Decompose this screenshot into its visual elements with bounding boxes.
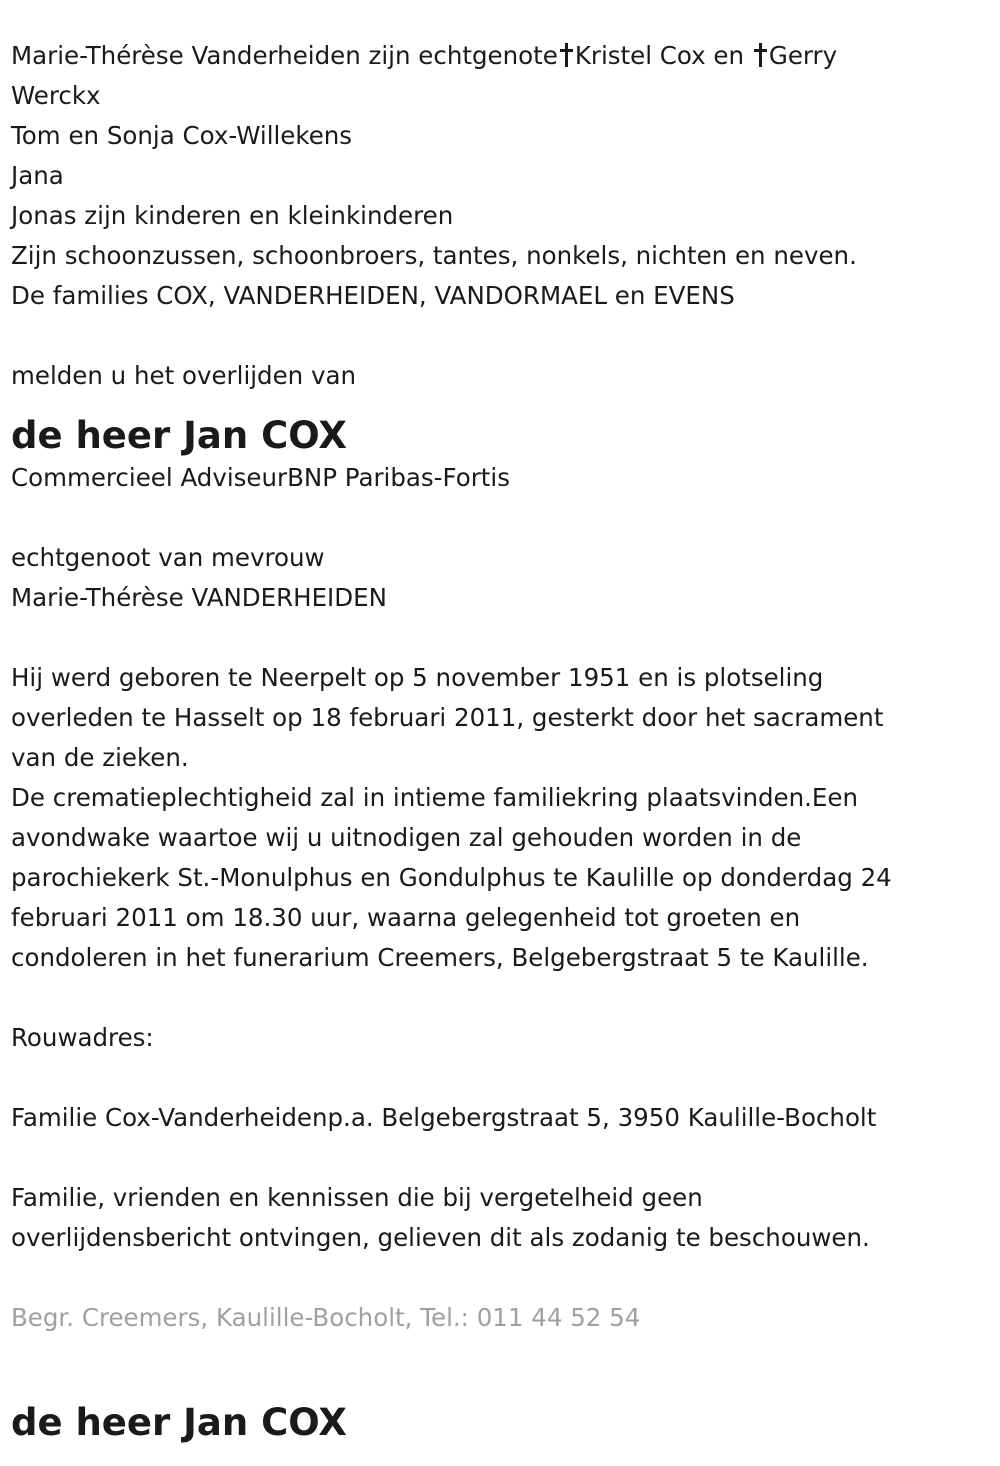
body-line: februari 2011 om 18.30 uur, waarna gelegenheid tot groeten en [11, 903, 801, 932]
family-line-4: Jana [11, 161, 64, 190]
notice-line: Familie, vrienden en kennissen die bij vergetelheid geen [11, 1183, 703, 1212]
address-value: Familie Cox-Vanderheidenp.a. Belgebergstraat 5, 3950 Kaulille-Bocholt [11, 1103, 877, 1132]
spouse-intro: echtgenoot van mevrouw [11, 543, 325, 572]
cross-icon [754, 43, 767, 67]
body-line: condoleren in het funerarium Creemers, Belgebergstraat 5 te Kaulille. [11, 943, 869, 972]
body-line: Hij werd geboren te Neerpelt op 5 november 1951 en is plotseling [11, 663, 824, 692]
spacer [11, 316, 986, 356]
spacer [11, 498, 986, 538]
family-line-1-text-3: Gerry [768, 41, 838, 70]
address-label: Rouwadres: [11, 1023, 154, 1052]
spacer [11, 1258, 986, 1298]
footer-deceased-name: de heer Jan COX [11, 1401, 347, 1444]
family-line-7: De families COX, VANDERHEIDEN, VANDORMAEL en EVENS [11, 281, 735, 310]
body-line: van de zieken. [11, 743, 189, 772]
spouse-name: Marie-Thérèse VANDERHEIDEN [11, 583, 387, 612]
deceased-name-heading: de heer Jan COX [11, 414, 347, 457]
family-line-1 [11, 36, 986, 76]
family-line-2: Werckx [11, 81, 101, 110]
obituary-notice [11, 36, 986, 1338]
body-line: avondwake waartoe wij u uitnodigen zal gehouden worden in de [11, 823, 802, 852]
spacer [11, 978, 986, 1018]
cross-icon [560, 43, 573, 67]
spacer [11, 1138, 986, 1178]
body-line: overleden te Hasselt op 18 februari 2011, gesterkt door het sacrament [11, 703, 884, 732]
body-line: parochiekerk St.-Monulphus en Gondulphus te Kaulille op donderdag 24 [11, 863, 892, 892]
family-line-3: Tom en Sonja Cox-Willekens [11, 121, 353, 150]
family-line-1-text-2: Kristel Cox en [574, 41, 752, 70]
family-line-6: Zijn schoonzussen, schoonbroers, tantes, nonkels, nichten en neven. [11, 241, 857, 270]
notice-line: overlijdensbericht ontvingen, gelieven dit als zodanig te beschouwen. [11, 1223, 870, 1252]
family-line-1-text: Marie-Thérèse Vanderheiden zijn echtgenote [11, 41, 558, 70]
family-line-5: Jonas zijn kinderen en kleinkinderen [11, 201, 454, 230]
spacer [11, 1058, 986, 1098]
announcement-text: melden u het overlijden van [11, 361, 357, 390]
spacer [11, 618, 986, 658]
deceased-profession: Commercieel AdviseurBNP Paribas-Fortis [11, 463, 510, 492]
body-line: De crematieplechtigheid zal in intieme familiekring plaatsvinden.Een [11, 783, 858, 812]
undertaker-info: Begr. Creemers, Kaulille-Bocholt, Tel.: 011 44 52 54 [11, 1303, 641, 1332]
